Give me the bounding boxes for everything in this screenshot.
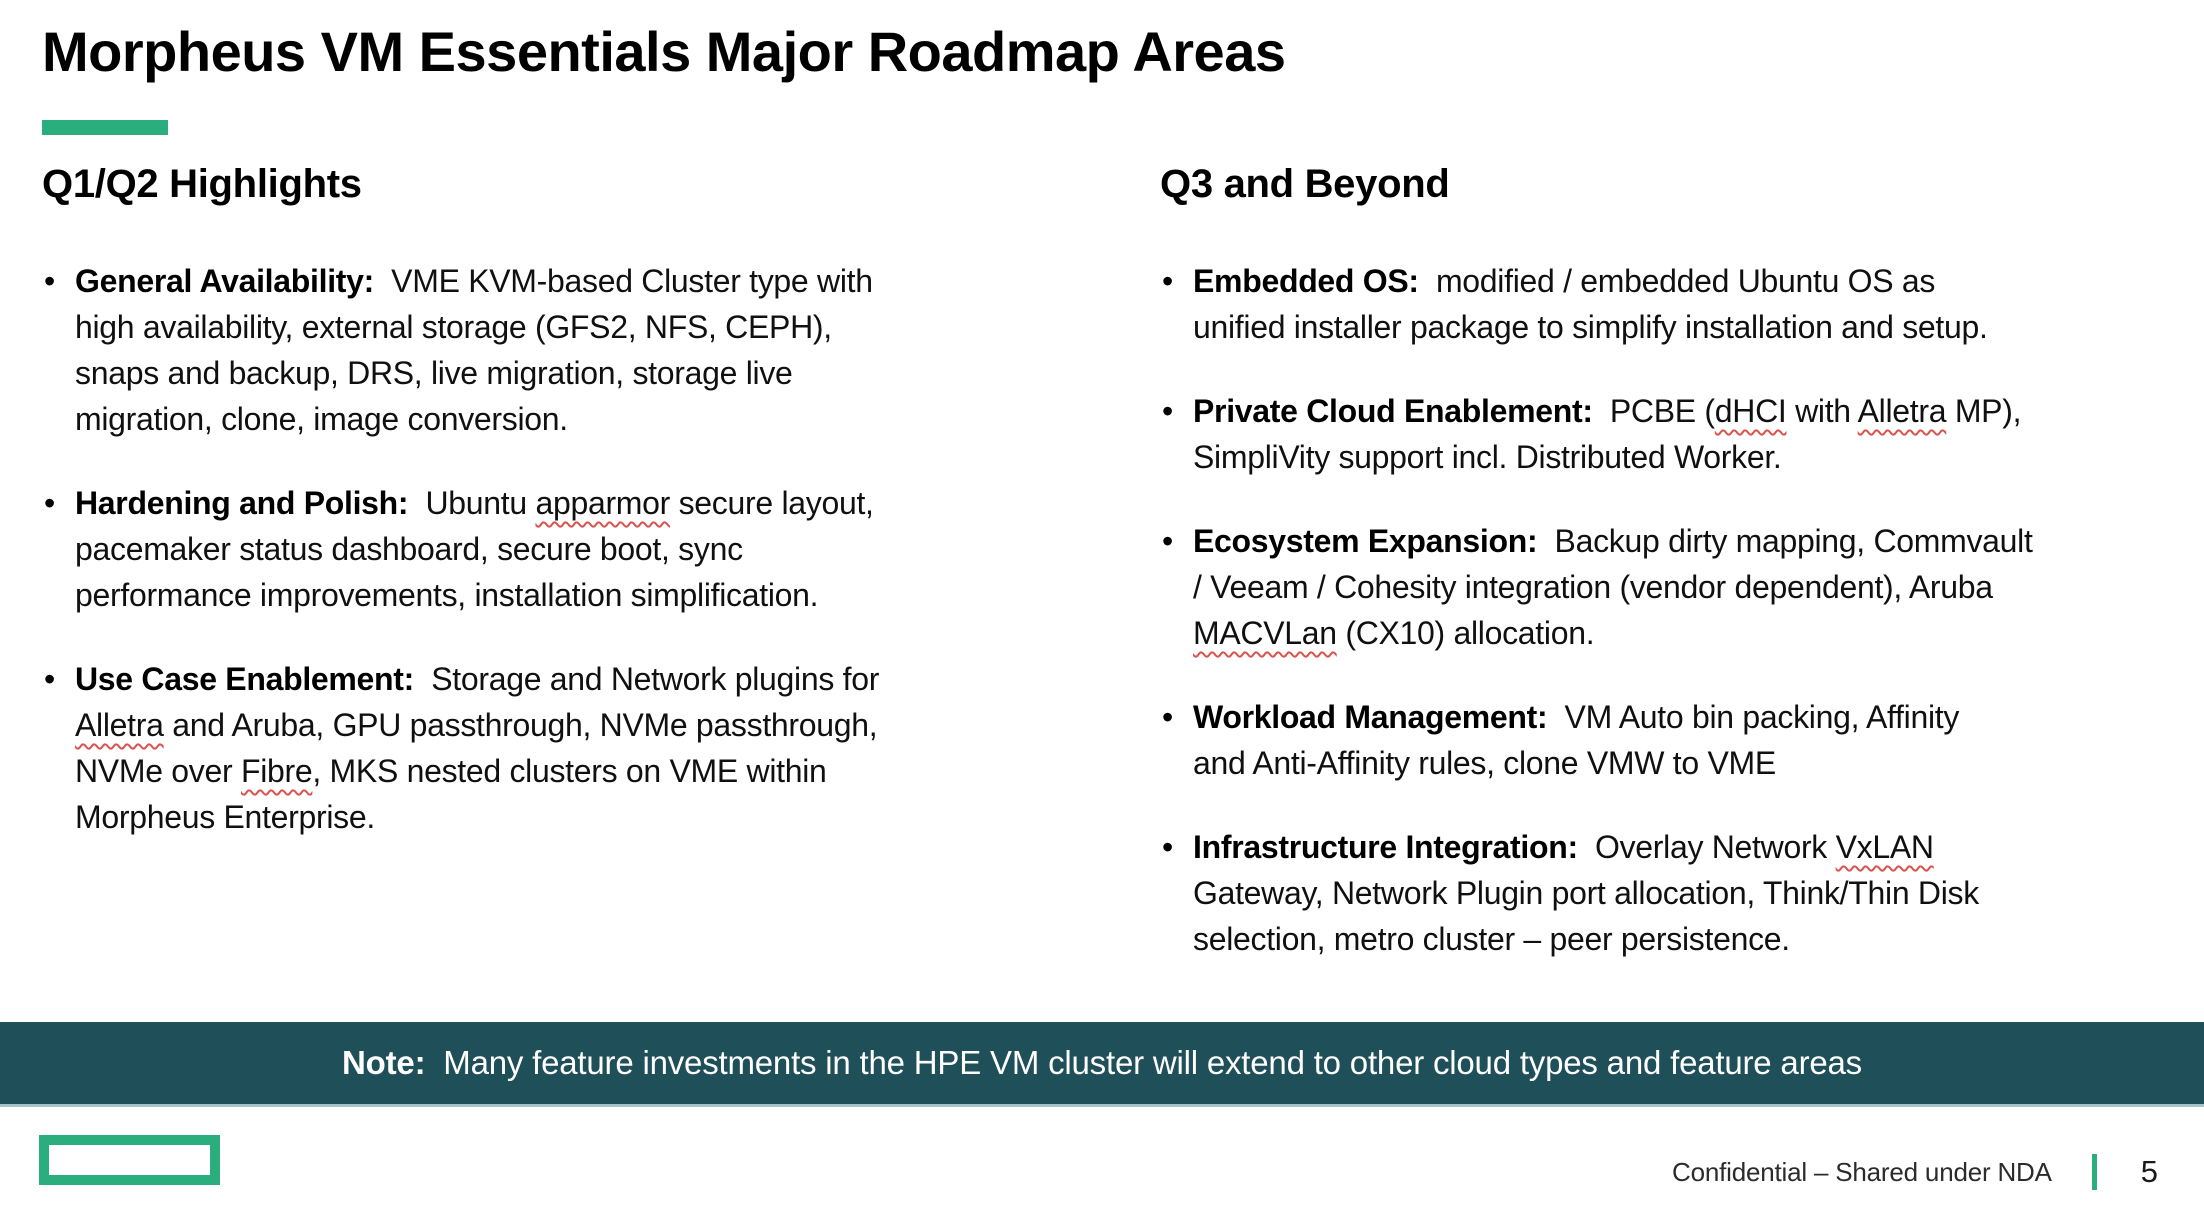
title-accent-bar [42,120,168,135]
footer [1672,1146,2158,1198]
page-title: Morpheus VM Essentials Major Roadmap Areas [42,20,1286,83]
hpe-logo [39,1135,220,1185]
note-text: Note: Many feature investments in the HPE VM cluster will extend to other cloud types and feature areas [342,1044,1862,1081]
page-number: 5 [2140,1154,2158,1189]
bullet-item: • Private Cloud Enablement: PCBE (dHCI with Alletra MP), SimpliVity support incl. Distributed Worker. [1160,388,2204,480]
bullet-list-q1q2 [42,258,1082,840]
bullet-item: • Use Case Enablement: Storage and Network plugins for Alletra and Aruba, GPU passthrough, NVMe passthrough, NVMe over Fibre, MKS nested clusters on VME within Morpheus Enterprise. [42,656,1082,840]
column-q1q2 [42,160,1082,878]
column-heading-q3: Q3 and Beyond [1160,162,1450,206]
bullet-item: • Hardening and Polish: Ubuntu apparmor secure layout, pacemaker status dashboard, secure boot, sync performance improvements, installation simplification. [42,480,1082,618]
column-heading-q1q2: Q1/Q2 Highlights [42,162,362,206]
bullet-item: • Ecosystem Expansion: Backup dirty mapping, Commvault / Veeam / Cohesity integration (vendor dependent), Aruba MACVLan (CX10) allocation. [1160,518,2204,656]
column-q3-beyond [1160,160,2204,1000]
bullet-item: • Workload Management: VM Auto bin packing, Affinity and Anti-Affinity rules, clone VMW to VME [1160,694,2204,786]
bullet-item: • General Availability: VME KVM-based Cluster type with high availability, external storage (GFS2, NFS, CEPH), snaps and backup, DRS, live migration, storage live migration, clone, image conversion. [42,258,1082,442]
confidential-text: Confidential – Shared under NDA [1672,1156,2052,1187]
bullet-item: • Embedded OS: modified / embedded Ubuntu OS as unified installer package to simplify installation and setup. [1160,258,2204,350]
bullet-item: • Infrastructure Integration: Overlay Network VxLAN Gateway, Network Plugin port allocation, Think/Thin Disk selection, metro cluster – peer persistence. [1160,824,2204,962]
bullet-list-q3 [1160,258,2204,962]
note-bar [0,1022,2204,1107]
page-separator [2092,1154,2097,1190]
